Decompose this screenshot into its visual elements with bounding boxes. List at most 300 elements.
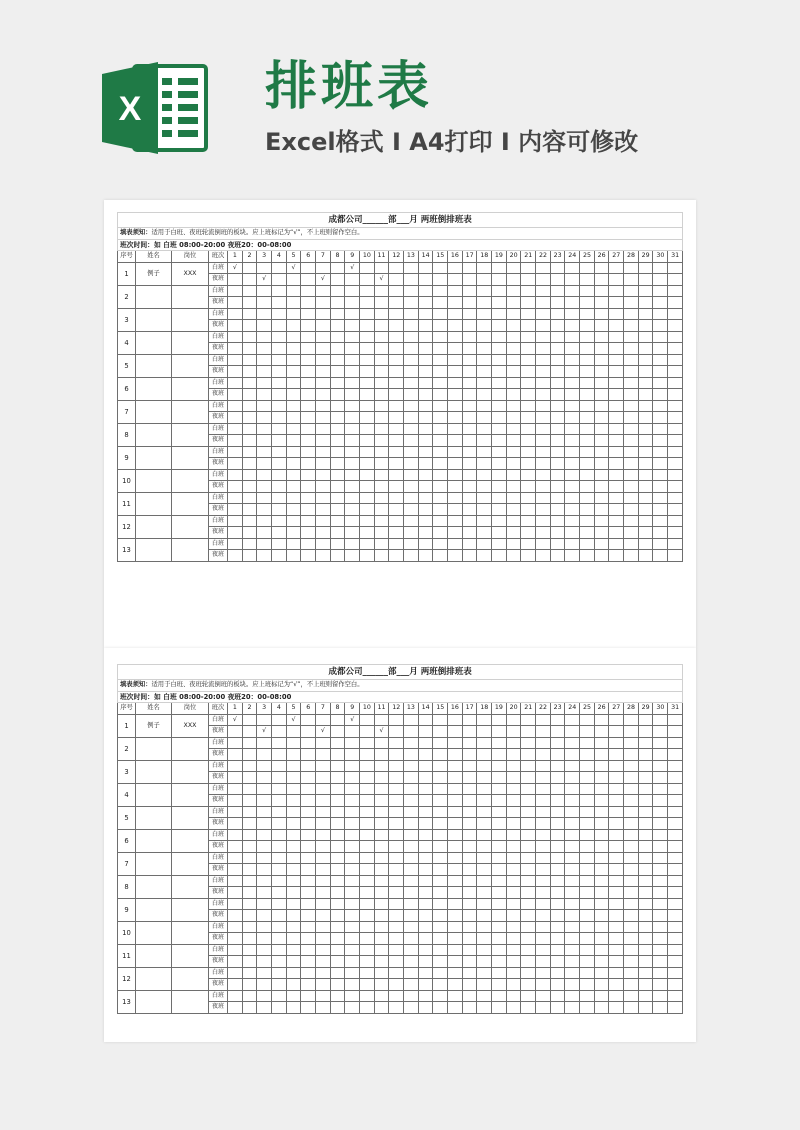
night-cell[interactable] — [477, 887, 492, 899]
night-cell[interactable] — [374, 366, 389, 378]
night-cell[interactable] — [448, 435, 463, 447]
day-cell[interactable] — [257, 852, 272, 864]
day-cell[interactable] — [492, 783, 507, 795]
day-cell[interactable] — [580, 446, 595, 458]
day-cell[interactable] — [477, 921, 492, 933]
night-cell[interactable] — [580, 389, 595, 401]
day-cell[interactable] — [624, 469, 639, 481]
day-cell[interactable] — [404, 492, 419, 504]
night-cell[interactable] — [653, 435, 668, 447]
day-cell[interactable] — [433, 737, 448, 749]
day-cell[interactable] — [506, 898, 521, 910]
day-cell[interactable] — [360, 354, 375, 366]
day-cell[interactable] — [565, 354, 580, 366]
day-cell[interactable] — [624, 515, 639, 527]
night-cell[interactable] — [638, 887, 653, 899]
day-cell[interactable] — [404, 354, 419, 366]
day-cell[interactable] — [594, 829, 609, 841]
night-cell[interactable] — [433, 887, 448, 899]
night-cell[interactable] — [668, 366, 683, 378]
day-cell[interactable] — [653, 354, 668, 366]
night-cell[interactable] — [668, 910, 683, 922]
day-cell[interactable] — [462, 538, 477, 550]
day-cell[interactable] — [668, 783, 683, 795]
night-cell[interactable] — [668, 320, 683, 332]
night-cell[interactable] — [609, 389, 624, 401]
day-cell[interactable] — [506, 492, 521, 504]
night-cell[interactable] — [550, 320, 565, 332]
day-cell[interactable] — [462, 806, 477, 818]
night-cell[interactable] — [374, 527, 389, 539]
day-cell[interactable] — [286, 852, 301, 864]
day-cell[interactable] — [609, 921, 624, 933]
day-cell[interactable] — [653, 806, 668, 818]
day-cell[interactable] — [492, 469, 507, 481]
night-cell[interactable] — [580, 504, 595, 516]
day-cell[interactable] — [550, 760, 565, 772]
night-cell[interactable] — [345, 343, 360, 355]
row-name[interactable] — [136, 354, 172, 377]
night-cell[interactable] — [653, 527, 668, 539]
day-cell[interactable] — [418, 538, 433, 550]
day-cell[interactable] — [345, 783, 360, 795]
night-cell[interactable] — [448, 320, 463, 332]
night-cell[interactable] — [550, 772, 565, 784]
row-position[interactable] — [172, 852, 209, 875]
day-cell[interactable] — [448, 469, 463, 481]
day-cell[interactable] — [301, 538, 316, 550]
night-cell[interactable] — [330, 504, 345, 516]
day-cell[interactable] — [404, 262, 419, 274]
day-cell[interactable] — [257, 829, 272, 841]
night-cell[interactable] — [272, 320, 287, 332]
day-cell[interactable] — [550, 783, 565, 795]
day-cell[interactable] — [360, 829, 375, 841]
night-cell[interactable] — [257, 795, 272, 807]
day-cell[interactable] — [594, 308, 609, 320]
night-cell[interactable] — [272, 297, 287, 309]
day-cell[interactable] — [668, 377, 683, 389]
day-cell[interactable] — [330, 783, 345, 795]
day-cell[interactable] — [257, 806, 272, 818]
day-cell[interactable] — [316, 714, 331, 726]
night-cell[interactable] — [624, 887, 639, 899]
night-cell[interactable] — [448, 389, 463, 401]
day-cell[interactable] — [286, 308, 301, 320]
day-cell[interactable] — [580, 806, 595, 818]
night-cell[interactable] — [242, 412, 257, 424]
day-cell[interactable] — [272, 285, 287, 297]
row-name[interactable] — [136, 400, 172, 423]
night-cell[interactable] — [624, 527, 639, 539]
night-cell[interactable] — [272, 550, 287, 562]
row-name[interactable] — [136, 967, 172, 990]
day-cell[interactable] — [580, 492, 595, 504]
night-cell[interactable] — [668, 343, 683, 355]
day-cell[interactable] — [580, 285, 595, 297]
night-cell[interactable] — [638, 504, 653, 516]
night-cell[interactable] — [418, 481, 433, 493]
night-cell[interactable] — [462, 389, 477, 401]
day-cell[interactable] — [242, 515, 257, 527]
night-cell[interactable] — [565, 458, 580, 470]
night-cell[interactable] — [477, 772, 492, 784]
day-cell[interactable] — [345, 806, 360, 818]
night-cell[interactable] — [624, 343, 639, 355]
day-cell[interactable] — [345, 423, 360, 435]
day-cell[interactable] — [404, 829, 419, 841]
night-cell[interactable] — [360, 550, 375, 562]
day-cell[interactable] — [448, 538, 463, 550]
night-cell[interactable] — [286, 887, 301, 899]
night-cell[interactable] — [330, 366, 345, 378]
day-cell[interactable] — [330, 469, 345, 481]
day-cell[interactable] — [418, 967, 433, 979]
night-cell[interactable] — [594, 956, 609, 968]
day-cell[interactable] — [389, 806, 404, 818]
day-cell[interactable] — [521, 331, 536, 343]
night-cell[interactable] — [330, 320, 345, 332]
night-cell[interactable] — [272, 458, 287, 470]
night-cell[interactable] — [374, 320, 389, 332]
day-cell[interactable] — [228, 469, 243, 481]
day-cell[interactable] — [374, 875, 389, 887]
night-cell[interactable] — [286, 550, 301, 562]
night-cell[interactable]: √ — [316, 274, 331, 286]
row-name[interactable] — [136, 737, 172, 760]
day-cell[interactable] — [228, 829, 243, 841]
day-cell[interactable] — [360, 898, 375, 910]
night-cell[interactable] — [521, 550, 536, 562]
day-cell[interactable] — [536, 515, 551, 527]
day-cell[interactable] — [360, 806, 375, 818]
night-cell[interactable] — [389, 366, 404, 378]
day-cell[interactable] — [257, 515, 272, 527]
night-cell[interactable] — [418, 772, 433, 784]
night-cell[interactable] — [301, 956, 316, 968]
night-cell[interactable] — [316, 864, 331, 876]
day-cell[interactable] — [594, 967, 609, 979]
night-cell[interactable] — [286, 297, 301, 309]
night-cell[interactable] — [609, 527, 624, 539]
night-cell[interactable] — [668, 527, 683, 539]
night-cell[interactable] — [477, 864, 492, 876]
day-cell[interactable] — [301, 875, 316, 887]
night-cell[interactable] — [668, 726, 683, 738]
night-cell[interactable] — [257, 366, 272, 378]
day-cell[interactable]: √ — [345, 714, 360, 726]
day-cell[interactable] — [609, 308, 624, 320]
day-cell[interactable] — [374, 898, 389, 910]
day-cell[interactable] — [653, 990, 668, 1002]
night-cell[interactable] — [668, 956, 683, 968]
day-cell[interactable] — [374, 331, 389, 343]
day-cell[interactable] — [257, 492, 272, 504]
day-cell[interactable] — [272, 760, 287, 772]
night-cell[interactable] — [374, 818, 389, 830]
night-cell[interactable] — [286, 412, 301, 424]
day-cell[interactable] — [374, 829, 389, 841]
night-cell[interactable] — [418, 979, 433, 991]
day-cell[interactable] — [638, 783, 653, 795]
night-cell[interactable] — [477, 389, 492, 401]
night-cell[interactable] — [360, 979, 375, 991]
row-name[interactable] — [136, 852, 172, 875]
day-cell[interactable] — [448, 990, 463, 1002]
day-cell[interactable] — [536, 898, 551, 910]
night-cell[interactable] — [492, 887, 507, 899]
night-cell[interactable] — [389, 343, 404, 355]
day-cell[interactable] — [668, 331, 683, 343]
night-cell[interactable] — [242, 458, 257, 470]
night-cell[interactable] — [374, 1002, 389, 1014]
night-cell[interactable] — [550, 933, 565, 945]
day-cell[interactable] — [638, 829, 653, 841]
night-cell[interactable] — [462, 933, 477, 945]
night-cell[interactable] — [638, 910, 653, 922]
night-cell[interactable] — [330, 527, 345, 539]
night-cell[interactable] — [301, 841, 316, 853]
night-cell[interactable] — [330, 389, 345, 401]
day-cell[interactable] — [653, 760, 668, 772]
night-cell[interactable] — [228, 435, 243, 447]
day-cell[interactable] — [272, 921, 287, 933]
night-cell[interactable] — [374, 864, 389, 876]
night-cell[interactable] — [521, 864, 536, 876]
row-position[interactable] — [172, 898, 209, 921]
day-cell[interactable] — [506, 515, 521, 527]
day-cell[interactable] — [477, 875, 492, 887]
day-cell[interactable] — [404, 377, 419, 389]
night-cell[interactable] — [477, 527, 492, 539]
night-cell[interactable] — [492, 366, 507, 378]
day-cell[interactable] — [330, 515, 345, 527]
day-cell[interactable] — [242, 829, 257, 841]
night-cell[interactable] — [536, 435, 551, 447]
night-cell[interactable] — [286, 389, 301, 401]
night-cell[interactable] — [653, 412, 668, 424]
night-cell[interactable] — [580, 864, 595, 876]
day-cell[interactable] — [565, 492, 580, 504]
night-cell[interactable] — [316, 1002, 331, 1014]
night-cell[interactable] — [477, 726, 492, 738]
night-cell[interactable] — [624, 550, 639, 562]
night-cell[interactable] — [360, 933, 375, 945]
day-cell[interactable] — [506, 921, 521, 933]
night-cell[interactable]: √ — [316, 726, 331, 738]
day-cell[interactable] — [594, 921, 609, 933]
day-cell[interactable] — [448, 967, 463, 979]
night-cell[interactable] — [594, 1002, 609, 1014]
row-name[interactable] — [136, 944, 172, 967]
row-name[interactable]: 例子 — [136, 714, 172, 737]
day-cell[interactable] — [594, 538, 609, 550]
day-cell[interactable] — [536, 469, 551, 481]
day-cell[interactable] — [360, 262, 375, 274]
day-cell[interactable] — [228, 400, 243, 412]
night-cell[interactable] — [506, 527, 521, 539]
day-cell[interactable] — [374, 354, 389, 366]
night-cell[interactable] — [462, 458, 477, 470]
night-cell[interactable] — [418, 274, 433, 286]
night-cell[interactable] — [624, 910, 639, 922]
night-cell[interactable] — [565, 435, 580, 447]
day-cell[interactable] — [506, 285, 521, 297]
night-cell[interactable] — [330, 864, 345, 876]
night-cell[interactable] — [389, 297, 404, 309]
day-cell[interactable] — [506, 760, 521, 772]
night-cell[interactable] — [301, 435, 316, 447]
night-cell[interactable] — [638, 979, 653, 991]
night-cell[interactable] — [242, 795, 257, 807]
night-cell[interactable] — [330, 726, 345, 738]
day-cell[interactable] — [580, 538, 595, 550]
night-cell[interactable] — [374, 412, 389, 424]
day-cell[interactable] — [228, 538, 243, 550]
day-cell[interactable] — [536, 990, 551, 1002]
night-cell[interactable] — [257, 527, 272, 539]
day-cell[interactable] — [404, 308, 419, 320]
night-cell[interactable] — [286, 481, 301, 493]
night-cell[interactable] — [668, 504, 683, 516]
night-cell[interactable] — [433, 979, 448, 991]
day-cell[interactable] — [301, 423, 316, 435]
day-cell[interactable] — [594, 285, 609, 297]
day-cell[interactable] — [301, 262, 316, 274]
day-cell[interactable] — [272, 515, 287, 527]
night-cell[interactable] — [506, 366, 521, 378]
night-cell[interactable] — [316, 749, 331, 761]
night-cell[interactable] — [301, 343, 316, 355]
day-cell[interactable] — [536, 875, 551, 887]
day-cell[interactable] — [580, 944, 595, 956]
night-cell[interactable] — [653, 910, 668, 922]
night-cell[interactable] — [609, 841, 624, 853]
night-cell[interactable] — [638, 343, 653, 355]
row-position[interactable] — [172, 990, 209, 1013]
day-cell[interactable] — [506, 714, 521, 726]
night-cell[interactable] — [638, 274, 653, 286]
night-cell[interactable] — [462, 504, 477, 516]
night-cell[interactable] — [286, 343, 301, 355]
night-cell[interactable] — [653, 864, 668, 876]
night-cell[interactable] — [492, 481, 507, 493]
night-cell[interactable] — [668, 864, 683, 876]
day-cell[interactable] — [345, 377, 360, 389]
day-cell[interactable] — [565, 921, 580, 933]
night-cell[interactable] — [418, 527, 433, 539]
night-cell[interactable] — [448, 1002, 463, 1014]
day-cell[interactable] — [448, 944, 463, 956]
night-cell[interactable] — [580, 956, 595, 968]
day-cell[interactable] — [462, 400, 477, 412]
day-cell[interactable] — [565, 285, 580, 297]
day-cell[interactable] — [228, 423, 243, 435]
night-cell[interactable] — [360, 274, 375, 286]
day-cell[interactable] — [653, 469, 668, 481]
day-cell[interactable] — [286, 354, 301, 366]
day-cell[interactable] — [477, 377, 492, 389]
night-cell[interactable] — [580, 481, 595, 493]
day-cell[interactable] — [609, 285, 624, 297]
day-cell[interactable] — [345, 921, 360, 933]
row-name[interactable] — [136, 783, 172, 806]
day-cell[interactable] — [374, 760, 389, 772]
day-cell[interactable] — [360, 377, 375, 389]
night-cell[interactable] — [316, 412, 331, 424]
day-cell[interactable] — [360, 400, 375, 412]
day-cell[interactable] — [609, 806, 624, 818]
night-cell[interactable] — [536, 320, 551, 332]
day-cell[interactable] — [360, 331, 375, 343]
day-cell[interactable] — [609, 469, 624, 481]
day-cell[interactable] — [389, 990, 404, 1002]
day-cell[interactable] — [242, 760, 257, 772]
day-cell[interactable] — [565, 875, 580, 887]
night-cell[interactable] — [418, 841, 433, 853]
day-cell[interactable] — [492, 423, 507, 435]
night-cell[interactable] — [477, 297, 492, 309]
night-cell[interactable] — [638, 297, 653, 309]
night-cell[interactable] — [506, 343, 521, 355]
night-cell[interactable] — [638, 818, 653, 830]
night-cell[interactable] — [653, 841, 668, 853]
night-cell[interactable] — [433, 527, 448, 539]
night-cell[interactable] — [653, 933, 668, 945]
night-cell[interactable] — [550, 389, 565, 401]
night-cell[interactable] — [242, 1002, 257, 1014]
night-cell[interactable] — [228, 795, 243, 807]
day-cell[interactable] — [418, 446, 433, 458]
night-cell[interactable] — [360, 795, 375, 807]
day-cell[interactable] — [433, 875, 448, 887]
night-cell[interactable] — [389, 887, 404, 899]
night-cell[interactable] — [550, 458, 565, 470]
night-cell[interactable] — [272, 795, 287, 807]
night-cell[interactable] — [374, 910, 389, 922]
day-cell[interactable] — [448, 760, 463, 772]
day-cell[interactable] — [301, 469, 316, 481]
day-cell[interactable] — [272, 262, 287, 274]
night-cell[interactable] — [257, 749, 272, 761]
night-cell[interactable] — [330, 887, 345, 899]
day-cell[interactable] — [286, 469, 301, 481]
day-cell[interactable] — [257, 898, 272, 910]
row-name[interactable] — [136, 875, 172, 898]
day-cell[interactable] — [448, 308, 463, 320]
night-cell[interactable] — [550, 956, 565, 968]
day-cell[interactable] — [653, 921, 668, 933]
day-cell[interactable] — [242, 737, 257, 749]
day-cell[interactable] — [580, 377, 595, 389]
night-cell[interactable] — [389, 979, 404, 991]
night-cell[interactable] — [404, 366, 419, 378]
day-cell[interactable] — [638, 538, 653, 550]
night-cell[interactable] — [345, 818, 360, 830]
night-cell[interactable] — [360, 504, 375, 516]
night-cell[interactable] — [477, 910, 492, 922]
day-cell[interactable] — [433, 898, 448, 910]
night-cell[interactable] — [594, 887, 609, 899]
day-cell[interactable] — [448, 875, 463, 887]
day-cell[interactable] — [418, 492, 433, 504]
night-cell[interactable] — [477, 366, 492, 378]
day-cell[interactable] — [389, 967, 404, 979]
night-cell[interactable]: √ — [257, 274, 272, 286]
night-cell[interactable] — [418, 818, 433, 830]
day-cell[interactable] — [389, 852, 404, 864]
day-cell[interactable] — [404, 783, 419, 795]
